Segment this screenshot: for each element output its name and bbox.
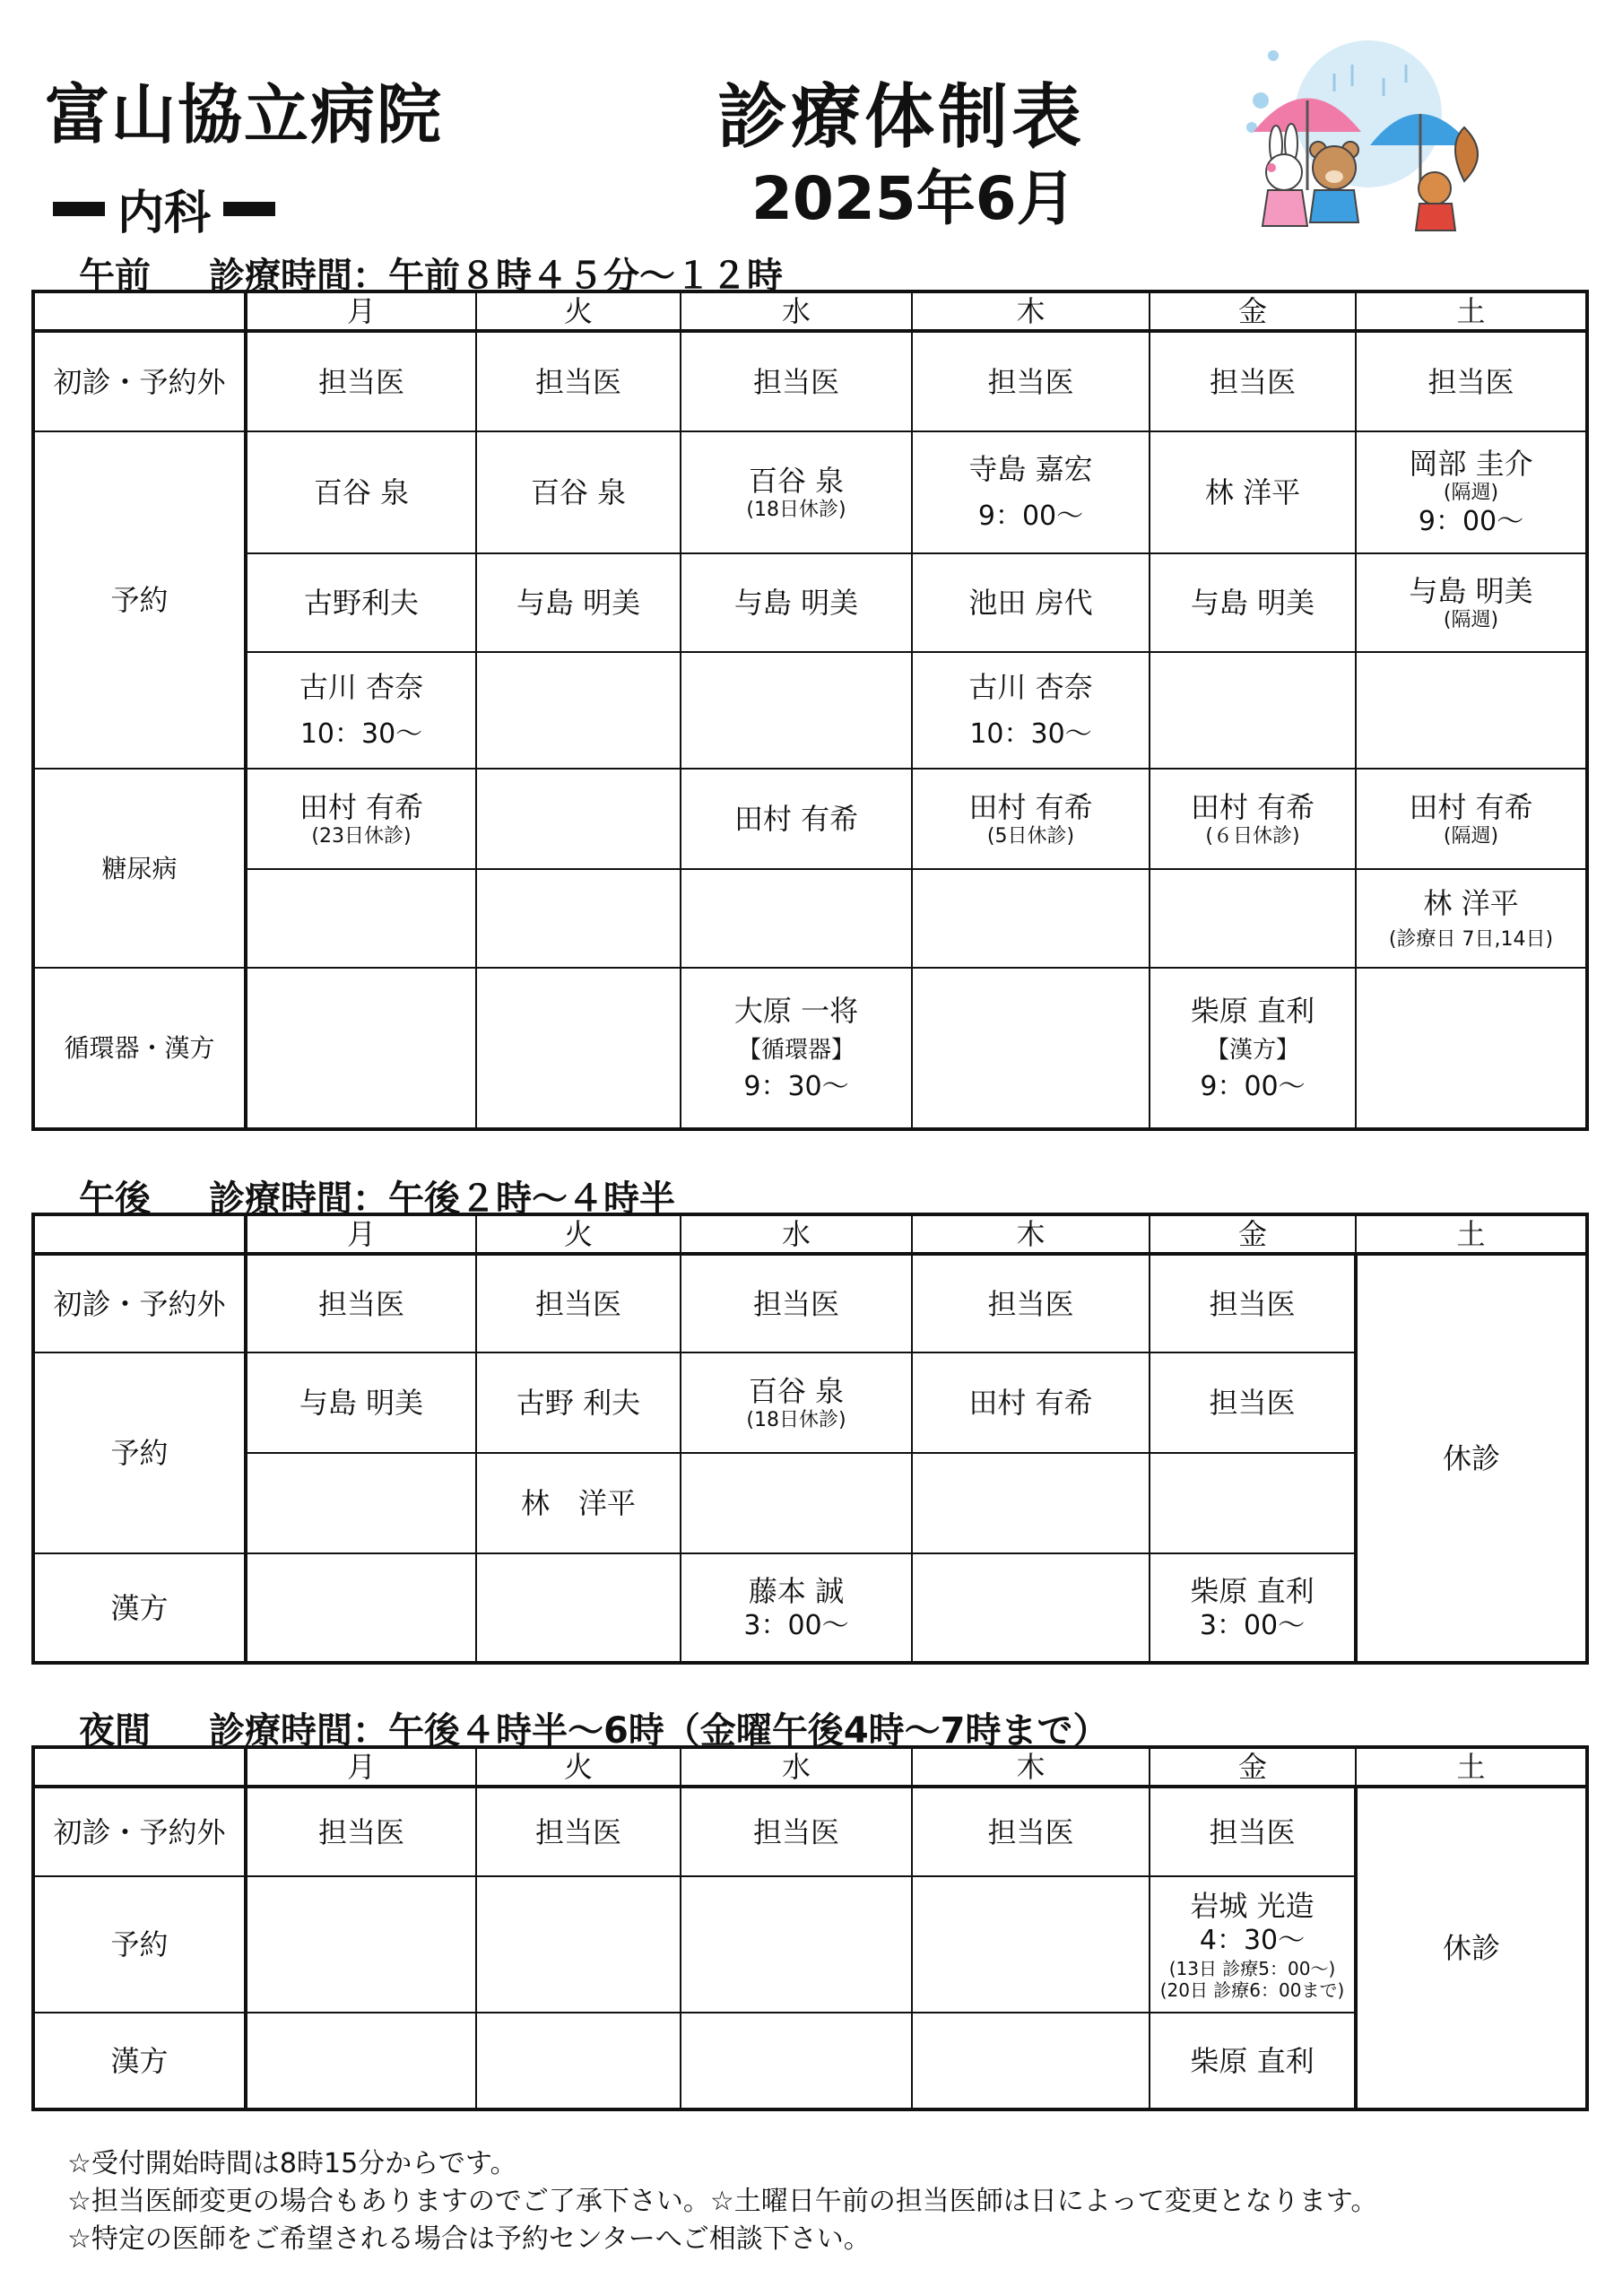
- schedule-cell: [912, 2013, 1150, 2109]
- doctor-name: 藤本 誠: [748, 1573, 845, 1608]
- schedule-cell: [681, 1352, 912, 1453]
- schedule-cell: 担当医: [681, 331, 912, 431]
- schedule-note: (診療日 7日,14日): [1388, 927, 1554, 951]
- doctor-name: 担当医: [1209, 1386, 1296, 1420]
- start-time: 3：00～: [1199, 1609, 1306, 1641]
- doctor-name: 柴原 直利: [1190, 993, 1315, 1028]
- evening-label: 夜間: [79, 1710, 151, 1752]
- day-tue: 火: [476, 291, 681, 331]
- day-fri: 金: [1150, 291, 1356, 331]
- footnote: ☆担当医師変更の場合もありますのでご了承下さい。☆土曜日午前の担当医師は日によって変更となります。: [67, 2186, 1378, 2217]
- schedule-cell: [1150, 652, 1356, 769]
- doctor-name: 与島 明美: [299, 1386, 424, 1420]
- schedule-cell: [681, 869, 912, 968]
- doctor-name: 百谷 泉: [748, 463, 845, 498]
- schedule-note: (18日休診): [746, 498, 846, 521]
- hospital-name: 富山協立病院: [45, 77, 444, 152]
- doctor-name: 田村 有希: [1409, 789, 1533, 824]
- schedule-cell: [681, 553, 912, 652]
- schedule-cell: [912, 1352, 1150, 1453]
- schedule-cell: 担当医: [1356, 331, 1587, 431]
- day-fri: 金: [1150, 1214, 1356, 1254]
- row-label: 初診・予約外: [33, 1254, 246, 1352]
- schedule-cell: [681, 1876, 912, 2013]
- specialty-label: 【漢方】: [1205, 1036, 1299, 1064]
- document-title: 診療体制表: [717, 77, 1086, 158]
- schedule-cell: [912, 431, 1150, 553]
- reservation-row-1: [33, 431, 1587, 553]
- doctor-name: 林 洋平: [1204, 475, 1301, 509]
- reservation-row-1: [33, 1352, 1587, 1453]
- doctor-name: 田村 有希: [299, 789, 424, 824]
- schedule-cell: [246, 652, 476, 769]
- doctor-name: 古川 杏奈: [299, 670, 424, 705]
- schedule-cell: [1356, 869, 1587, 968]
- morning-schedule-table: [31, 290, 1589, 1131]
- schedule-cell: 担当医: [681, 1254, 912, 1352]
- document-month: 2025年6月: [751, 164, 1076, 233]
- schedule-cell: [912, 769, 1150, 869]
- schedule-cell: [1356, 431, 1587, 553]
- schedule-cell: 担当医: [912, 1787, 1150, 1876]
- day-wed: 水: [681, 291, 912, 331]
- day-header-row: [33, 1214, 1587, 1254]
- schedule-cell: [476, 1553, 681, 1663]
- schedule-cell: [246, 2013, 476, 2109]
- schedule-cell: [246, 431, 476, 553]
- schedule-cell: [681, 2013, 912, 2109]
- doctor-name: 与島 明美: [733, 586, 859, 620]
- day-sat: 土: [1356, 1747, 1587, 1787]
- day-thu: 木: [912, 1747, 1150, 1787]
- schedule-cell: [476, 652, 681, 769]
- corner-cell: [33, 1214, 246, 1254]
- schedule-cell: [681, 431, 912, 553]
- schedule-cell: [912, 968, 1150, 1129]
- saturday-closed-cell: 休診: [1356, 1254, 1587, 1663]
- department-heading: [40, 175, 288, 242]
- schedule-cell: [246, 1876, 476, 2013]
- day-thu: 木: [912, 291, 1150, 331]
- schedule-cell: [476, 431, 681, 553]
- start-time: 4：30～: [1199, 1925, 1306, 1957]
- divider-right: [223, 202, 275, 216]
- specialty-label: 【循環器】: [737, 1036, 855, 1064]
- schedule-cell: [476, 869, 681, 968]
- cardio-kampo-row: [33, 968, 1587, 1129]
- schedule-cell: 担当医: [476, 1254, 681, 1352]
- start-time: 9：30～: [743, 1071, 849, 1102]
- corner-cell: [33, 1747, 246, 1787]
- doctor-name: 与島 明美: [1409, 573, 1533, 608]
- schedule-note: (20日 診療6：00まで): [1159, 1979, 1345, 2001]
- schedule-cell: [246, 553, 476, 652]
- schedule-cell: 担当医: [1150, 1254, 1356, 1352]
- morning-label: 午前: [79, 256, 151, 297]
- row-label: 予約: [33, 431, 246, 769]
- schedule-cell: [1150, 1876, 1356, 2013]
- row-label: 予約: [33, 1876, 246, 2013]
- doctor-name: 田村 有希: [1190, 789, 1315, 824]
- schedule-cell: [1150, 553, 1356, 652]
- schedule-cell: [476, 2013, 681, 2109]
- schedule-cell: [912, 1553, 1150, 1663]
- doctor-name: 田村 有希: [968, 1386, 1093, 1420]
- doctor-name: 与島 明美: [1190, 586, 1315, 620]
- schedule-cell: 担当医: [1150, 331, 1356, 431]
- doctor-name: 大原 一将: [733, 993, 859, 1028]
- doctor-name: 寺島 嘉宏: [968, 452, 1093, 487]
- afternoon-hours: 診療時間：午後２時～４時半: [209, 1178, 675, 1220]
- day-wed: 水: [681, 1214, 912, 1254]
- schedule-cell: [246, 1453, 476, 1553]
- schedule-cell: 担当医: [476, 1787, 681, 1876]
- schedule-cell: [1150, 1553, 1356, 1663]
- schedule-cell: [246, 769, 476, 869]
- schedule-cell: [681, 769, 912, 869]
- schedule-note: (６日休診): [1205, 824, 1300, 848]
- doctor-name: 岡部 圭介: [1409, 447, 1533, 482]
- schedule-cell: 担当医: [246, 1787, 476, 1876]
- schedule-cell: [476, 968, 681, 1129]
- saturday-closed-cell: 休診: [1356, 1787, 1587, 2109]
- schedule-cell: [476, 769, 681, 869]
- schedule-cell: [1150, 431, 1356, 553]
- schedule-cell: [912, 1876, 1150, 2013]
- schedule-cell: [1150, 1453, 1356, 1553]
- schedule-note: (23日休診): [311, 824, 412, 848]
- first-visit-row: [33, 331, 1587, 431]
- day-mon: 月: [246, 1214, 476, 1254]
- footnote: ☆受付開始時間は8時15分からです。: [67, 2148, 517, 2179]
- diabetes-row-1: [33, 769, 1587, 869]
- row-label: 予約: [33, 1352, 246, 1553]
- doctor-name: 古野 利夫: [516, 1386, 641, 1420]
- day-thu: 木: [912, 1214, 1150, 1254]
- kampo-row: [33, 2013, 1587, 2109]
- schedule-cell: [246, 1352, 476, 1453]
- schedule-cell: [681, 652, 912, 769]
- schedule-cell: [1356, 553, 1587, 652]
- start-time: 10：30～: [969, 718, 1092, 751]
- day-header-row: [33, 291, 1587, 331]
- start-time: 9：00～: [1418, 506, 1524, 538]
- footnotes: [67, 2145, 1377, 2258]
- doctor-name: 田村 有希: [733, 802, 859, 836]
- doctor-name: 与島 明美: [516, 586, 641, 620]
- schedule-note: (隔週): [1443, 608, 1499, 631]
- start-time: 3：00～: [743, 1609, 849, 1641]
- row-label: 初診・予約外: [33, 1787, 246, 1876]
- row-label: 糖尿病: [33, 769, 246, 968]
- row-label: 漢方: [33, 1553, 246, 1663]
- schedule-cell: [1150, 769, 1356, 869]
- schedule-cell: 担当医: [681, 1787, 912, 1876]
- doctor-name: 古川 杏奈: [968, 670, 1093, 705]
- schedule-cell: [476, 1453, 681, 1553]
- doctor-name: 柴原 直利: [1190, 1573, 1315, 1608]
- evening-schedule-table: [31, 1745, 1589, 2111]
- evening-hours: 診療時間：午後４時半～6時（金曜午後4時～7時まで）: [209, 1710, 1109, 1752]
- doctor-name: 岩城 光造: [1190, 1889, 1315, 1924]
- schedule-cell: [1356, 769, 1587, 869]
- first-visit-row: [33, 1254, 1587, 1352]
- schedule-cell: 担当医: [1150, 1787, 1356, 1876]
- row-label: 初診・予約外: [33, 331, 246, 431]
- corner-cell: [33, 291, 246, 331]
- schedule-cell: 担当医: [476, 331, 681, 431]
- day-wed: 水: [681, 1747, 912, 1787]
- schedule-cell: [1356, 968, 1587, 1129]
- schedule-note: (13日 診療5：00～): [1168, 1957, 1336, 1979]
- schedule-cell: [476, 1876, 681, 2013]
- schedule-cell: [1150, 968, 1356, 1129]
- schedule-cell: [246, 968, 476, 1129]
- schedule-cell: [912, 553, 1150, 652]
- schedule-cell: [681, 1553, 912, 1663]
- department-name: 内科: [117, 187, 212, 240]
- schedule-cell: [912, 869, 1150, 968]
- day-header-row: [33, 1747, 1587, 1787]
- day-tue: 火: [476, 1747, 681, 1787]
- start-time: 9：00～: [977, 500, 1084, 533]
- reservation-row-3: [33, 652, 1587, 769]
- rain-umbrella-animals-illustration: [1236, 38, 1496, 257]
- day-mon: 月: [246, 291, 476, 331]
- divider-left: [53, 202, 105, 216]
- doctor-name: 池田 房代: [968, 586, 1093, 620]
- schedule-cell: [1356, 652, 1587, 769]
- doctor-name: 百谷 泉: [313, 475, 410, 509]
- schedule-cell: [681, 968, 912, 1129]
- doctor-name: 林 洋平: [520, 1486, 636, 1520]
- reservation-row-2: [33, 553, 1587, 652]
- doctor-name: 百谷 泉: [530, 475, 627, 509]
- start-time: 10：30～: [299, 718, 423, 751]
- schedule-cell: [681, 1453, 912, 1553]
- schedule-cell: [476, 1352, 681, 1453]
- schedule-note: (隔週): [1443, 824, 1499, 848]
- reservation-row-2: [33, 1453, 1587, 1553]
- doctor-name: 林 洋平: [1423, 885, 1519, 920]
- schedule-cell: 柴原 直利: [1150, 2013, 1356, 2109]
- diabetes-row-2: [33, 869, 1587, 968]
- schedule-cell: [1150, 1352, 1356, 1453]
- kampo-row: [33, 1553, 1587, 1663]
- day-mon: 月: [246, 1747, 476, 1787]
- doctor-name: 百谷 泉: [748, 1373, 845, 1408]
- first-visit-row: [33, 1787, 1587, 1876]
- day-fri: 金: [1150, 1747, 1356, 1787]
- schedule-note: (18日休診): [746, 1408, 846, 1431]
- schedule-cell: [246, 1553, 476, 1663]
- schedule-cell: [912, 652, 1150, 769]
- row-label: 循環器・漢方: [33, 968, 246, 1129]
- afternoon-label: 午後: [79, 1178, 151, 1220]
- schedule-cell: 担当医: [246, 1254, 476, 1352]
- schedule-note: (5日休診): [986, 824, 1075, 848]
- schedule-cell: 担当医: [912, 1254, 1150, 1352]
- reservation-row: [33, 1876, 1587, 2013]
- schedule-cell: [476, 553, 681, 652]
- doctor-name: 田村 有希: [968, 789, 1093, 824]
- schedule-cell: [246, 869, 476, 968]
- row-label: 漢方: [33, 2013, 246, 2109]
- morning-hours: 診療時間：午前８時４５分～１２時: [209, 256, 783, 297]
- day-sat: 土: [1356, 1214, 1587, 1254]
- day-sat: 土: [1356, 291, 1587, 331]
- start-time: 9：00～: [1200, 1071, 1306, 1102]
- doctor-name: 古野利夫: [303, 586, 419, 620]
- footnote: ☆特定の医師をご希望される場合は予約センターへご相談下さい。: [67, 2223, 871, 2255]
- afternoon-schedule-table: [31, 1213, 1589, 1665]
- schedule-cell: [1150, 869, 1356, 968]
- schedule-cell: [912, 1453, 1150, 1553]
- schedule-cell: 担当医: [912, 331, 1150, 431]
- schedule-note: (隔週): [1443, 482, 1499, 505]
- day-tue: 火: [476, 1214, 681, 1254]
- schedule-cell: 担当医: [246, 331, 476, 431]
